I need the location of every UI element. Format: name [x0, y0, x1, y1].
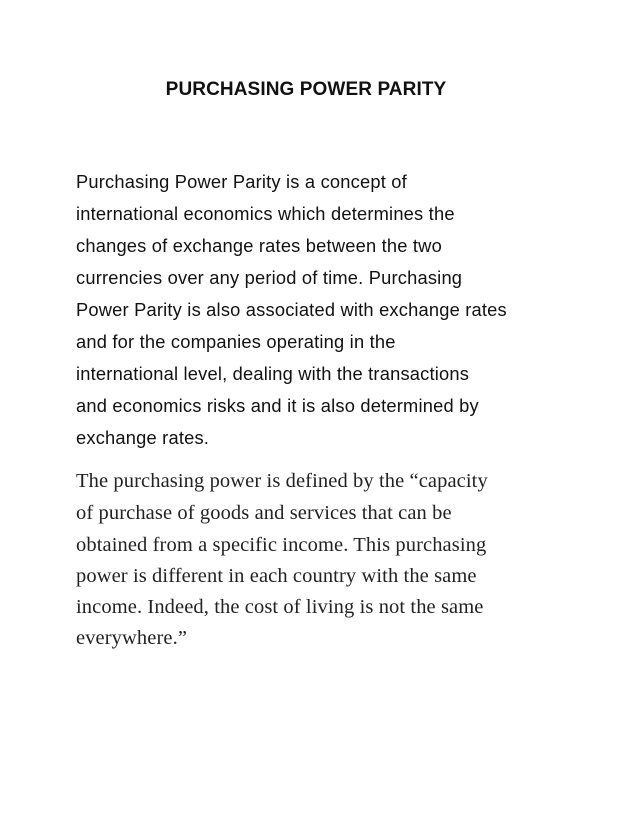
paragraph-line: and economics risks and it is also determined by — [76, 395, 479, 416]
paragraph-line: The purchasing power is defined by the “capacity — [76, 470, 488, 492]
paragraph-line: everywhere.” — [76, 627, 188, 649]
paragraph-line: currencies over any period of time. Purchasing — [76, 267, 463, 288]
page-title: PURCHASING POWER PARITY — [165, 79, 447, 100]
paragraph-line: changes of exchange rates between the two — [76, 235, 442, 256]
paragraph-line: international level, dealing with the transactions — [76, 363, 470, 384]
paragraph-line: power is different in each country with the same — [76, 565, 477, 587]
paragraph-line: income. Indeed, the cost of living is not the same — [76, 596, 484, 618]
paragraph-line: international economics which determines the — [76, 203, 455, 224]
paragraph-line: Power Parity is also associated with exchange rates — [76, 299, 507, 320]
paragraph-line: obtained from a specific income. This purchasing — [76, 534, 487, 556]
paragraph-line: exchange rates. — [76, 427, 210, 448]
paragraph-line: and for the companies operating in the — [76, 331, 396, 352]
paragraph-line: of purchase of goods and services that can be — [76, 502, 452, 524]
paragraph-line: Purchasing Power Parity is a concept of — [76, 171, 407, 192]
